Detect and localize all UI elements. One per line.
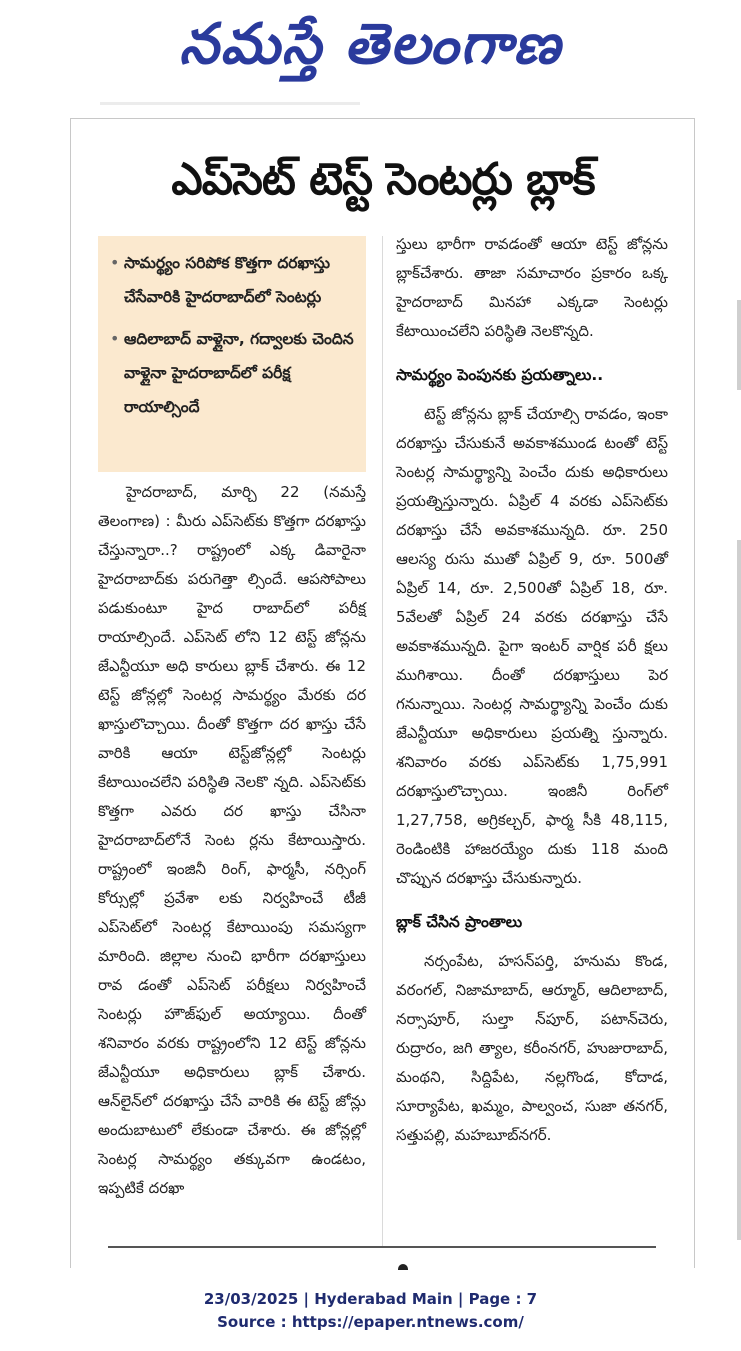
body-paragraph: స్తులు భారీగా రావడంతో ఆయా టెస్ట్ జోన్లను బ్లాక్‌చేశారు. తాజా సమాచారం ప్రకారం ఒక్క హైదరాబాద్ మినహా ఎక్కడా సెంటర్లు కేటాయించలేని పరిస్థితి నెలకొన్నది.	[396, 235, 668, 340]
highlight-item	[110, 246, 356, 314]
subheading: సామర్థ్యం పెంపునకు ప్రయత్నాలు..	[396, 366, 604, 384]
highlight-text: సామర్థ్యం సరిపోక కొత్తగా దరఖాస్తు చేసేవారికి హైదరాబాద్‌లో సెంటర్లు	[124, 254, 330, 306]
left-column	[98, 478, 366, 1211]
highlights-box	[98, 236, 366, 472]
adjacent-clip-edge	[737, 540, 741, 1240]
body-paragraph: టెస్ట్ జోన్లను బ్లాక్ చేయాల్సి రావడం, ఇంకా దరఖాస్తు చేసుకునే అవకాశముండ టంతో టెస్ట్ సెంటర్ల సామర్థ్యాన్ని పెంచేం దుకు అధికారులు ప్రయత్నిస్తున్నారు. ఏప్రిల్ 4 వరకు ఎప్‌సెట్‌కు దరఖాస్తు చేసే అవకాశమున్నది. రూ. 250 ఆలస్య రుసు ముతో ఏప్రిల్ 9, రూ. 500తో ఏప్రిల్ 14, రూ. 2,500తో ఏప్రిల్ 18, రూ. 5వేలతో ఏప్రిల్ 24 వరకు దరఖాస్తు చేసే అవకాశమున్నది. పైగా ఇంటర్ వార్షిక పరీ క్షలు ముగిశాయి. దీంతో దరఖాస్తులు పెర గనున్నాయి. సెంటర్ల సామర్థ్యాన్ని పెంచేం దుకు జేఎన్టీయూ అధికారులు ప్రయత్ని స్తున్నారు. శనివారం వరకు ఎప్‌సెట్‌కు 1,75,991 దరఖాస్తులొచ్చాయి. ఇంజినీ రింగ్‌లో 1,27,758, అగ్రికల్చర్, ఫార్మ సీకి 48,115, రెండింటికి హాజరయ్యేం దుకు 118 మంది చొప్పున దరఖాస్తు చేసుకున్నారు.	[396, 405, 668, 887]
bullet-icon: •	[110, 329, 120, 348]
footer-source: Source : https://epaper.ntnews.com/	[217, 1313, 524, 1331]
bullet-icon: •	[110, 253, 120, 272]
article-headline: ఎప్‌సెట్ టెస్ట్ సెంటర్లు బ్లాక్	[171, 154, 595, 205]
next-article-fragment	[398, 1264, 408, 1270]
subheading: బ్లాక్ చేసిన ప్రాంతాలు	[396, 913, 523, 931]
adjacent-clip-edge	[737, 300, 741, 390]
bottom-rule	[108, 1246, 656, 1248]
masthead-rule	[100, 102, 360, 105]
highlight-item	[110, 322, 356, 424]
footer-date-edition: 23/03/2025 | Hyderabad Main | Page : 7	[203, 1290, 538, 1308]
masthead-title: నమస్తే తెలంగాణ	[179, 11, 562, 77]
highlight-text: ఆదిలాబాద్ వాళ్లైనా, గద్వాలకు చెందిన వాళ్లైనా హైదరాబాద్‌లో పరీక్ష రాయాల్సిందే	[124, 330, 354, 416]
body-paragraph: నర్సంపేట, హసన్‌పర్తి, హనుమ కొండ, వరంగల్, నిజామాబాద్, ఆర్మూర్, ఆదిలాబాద్, నర్సాపూర్, సుల్తా న్‌పూర్, పటాన్‌చెరు, రుద్రారం, జగి త్యాల, కరీంనగర్, హుజురాబాద్, మంథని, సిద్దిపేట, నల్లగొండ, కోదాడ, సూర్యాపేట, ఖమ్మం, పాల్వంచ, సుజా తనగర్, సత్తుపల్లి, మహబూబ్‌నగర్.	[396, 952, 668, 1144]
body-paragraph: హైదరాబాద్, మార్చి 22 (నమస్తే తెలంగాణ) : మీరు ఎప్‌సెట్‌కు కొత్తగా దరఖాస్తు చేస్తున్నారా..? రాష్ట్రంలో ఎక్క డివారైనా హైదరాబాద్‌కు పరుగెత్తా ల్సిందే. ఆపసోపాలు పడుకుంటూ హైద రాబాద్‌లో పరీక్ష రాయాల్సిందే. ఎప్‌సెట్ లోని 12 టెస్ట్ జోన్లను జేఎన్టీయూ అధి కారులు బ్లాక్ చేశారు. ఈ 12 టెస్ట్ జోన్లల్లో సెంటర్ల సామర్థ్యం మేరకు దర ఖాస్తులొచ్చాయి. దీంతో కొత్తగా దర ఖాస్తు చేసే వారికి ఆయా టెస్ట్‌జోన్లల్లో సెంటర్లు కేటాయించలేని పరిస్థితి నెలకొ న్నది. ఎప్‌సెట్‌కు కొత్తగా ఎవరు దర ఖాస్తు చేసినా హైదరాబాద్‌లోనే సెంట ర్లను కేటాయిస్తారు. రాష్ట్రంలో ఇంజినీ రింగ్, ఫార్మసీ, నర్సింగ్ కోర్సుల్లో ప్రవేశా లకు నిర్వహించే టీజీ ఎప్‌సెట్‌లో సెంటర్ల కేటాయింపు సమస్యగా మారింది. జిల్లాల నుంచి భారీగా దరఖాస్తులు రావ డంతో ఎప్‌సెట్ పరీక్షలు నిర్వహించే సెంటర్లు హౌజ్‌ఫుల్ అయ్యాయి. దీంతో శనివారం వరకు రాష్ట్రంలోని 12 టెస్ట్ జోన్లను జేఎన్టీయూ అధికారులు బ్లాక్ చేశారు. ఆన్‌లైన్‌లో దరఖాస్తు చేసే వారికి ఈ టెస్ట్ జోన్లు అందుబాటులో లేకుండా చేశారు. ఈ జోన్లల్లో సెంటర్ల సామర్థ్యం తక్కువగా ఉండటం, ఇప్పటికే దరఖా	[98, 483, 366, 1197]
column-divider	[382, 236, 383, 1246]
right-column	[396, 230, 668, 1158]
